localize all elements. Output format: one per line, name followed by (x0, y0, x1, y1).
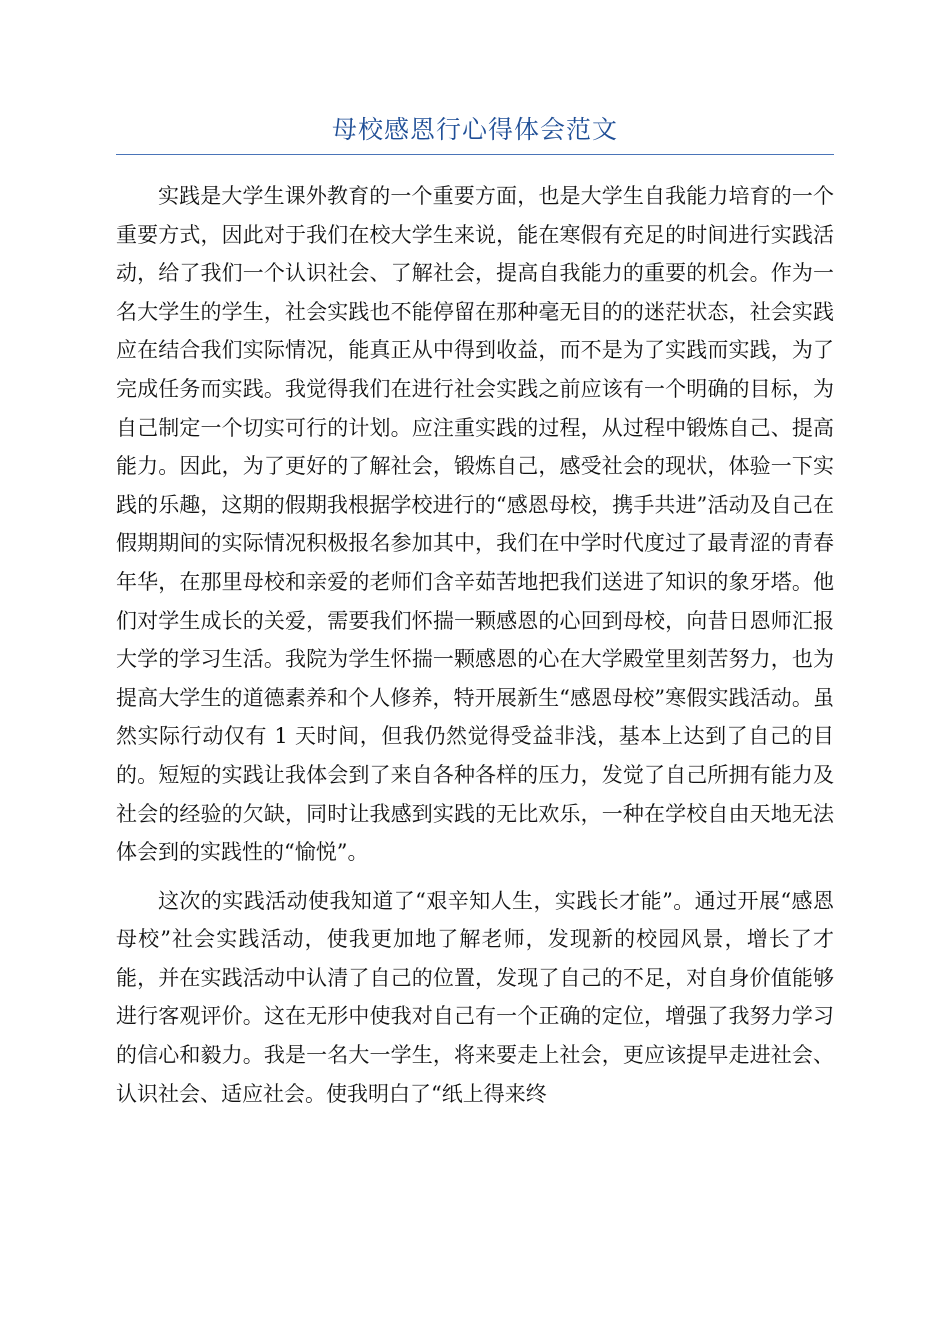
title-underline (116, 154, 834, 155)
paragraph-1: 实践是大学生课外教育的一个重要方面，也是大学生自我能力培育的一个重要方式，因此对于我们在校大学生来说，能在寒假有充足的时间进行实践活动，给了我们一个认识社会、了解社会，提高自我能力的重要的机会。作为一名大学生的学生，社会实践也不能停留在那种毫无目的的迷茫状态，社会实践应在结合我们实际情况，能真正从中得到收益，而不是为了实践而实践，为了完成任务而实践。我觉得我们在进行社会实践之前应该有一个明确的目标，为自己制定一个切实可行的计划。应注重实践的过程，从过程中锻炼自己、提高能力。因此，为了更好的了解社会，锻炼自己，感受社会的现状，体验一下实践的乐趣，这期的假期我根据学校进行的“感恩母校，携手共进”活动及自己在假期期间的实际情况积极报名参加其中，我们在中学时代度过了最青涩的青春年华，在那里母校和亲爱的老师们含辛茹苦地把我们送进了知识的象牙塔。他们对学生成长的关爱，需要我们怀揣一颗感恩的心回到母校，向昔日恩师汇报大学的学习生活。我院为学生怀揣一颗感恩的心在大学殿堂里刻苦努力，也为提高大学生的道德素养和个人修养，特开展新生“感恩母校”寒假实践活动。虽然实际行动仅有 1 天时间，但我仍然觉得受益非浅，基本上达到了自己的目的。短短的实践让我体会到了来自各种各样的压力，发觉了自己所拥有能力及社会的经验的欠缺，同时让我感到实践的无比欢乐，一种在学校自由天地无法体会到的实践性的“愉悦”。 (116, 184, 834, 865)
document-title: 母校感恩行心得体会范文 (331, 115, 618, 144)
document-body (116, 177, 834, 1123)
paragraph-2: 这次的实践活动使我知道了“艰辛知人生，实践长才能”。通过开展“感恩母校”社会实践活动，使我更加地了解老师，发现新的校园风景，增长了才能，并在实践活动中认清了自己的位置，发现了自己的不足，对自身价值能够进行客观评价。这在无形中使我对自己有一个正确的定位，增强了我努力学习的信心和毅力。我是一名大一学生，将来要走上社会，更应该提早走进社会、认识社会、适应社会。使我明白了“纸上得来终 (116, 888, 834, 1106)
